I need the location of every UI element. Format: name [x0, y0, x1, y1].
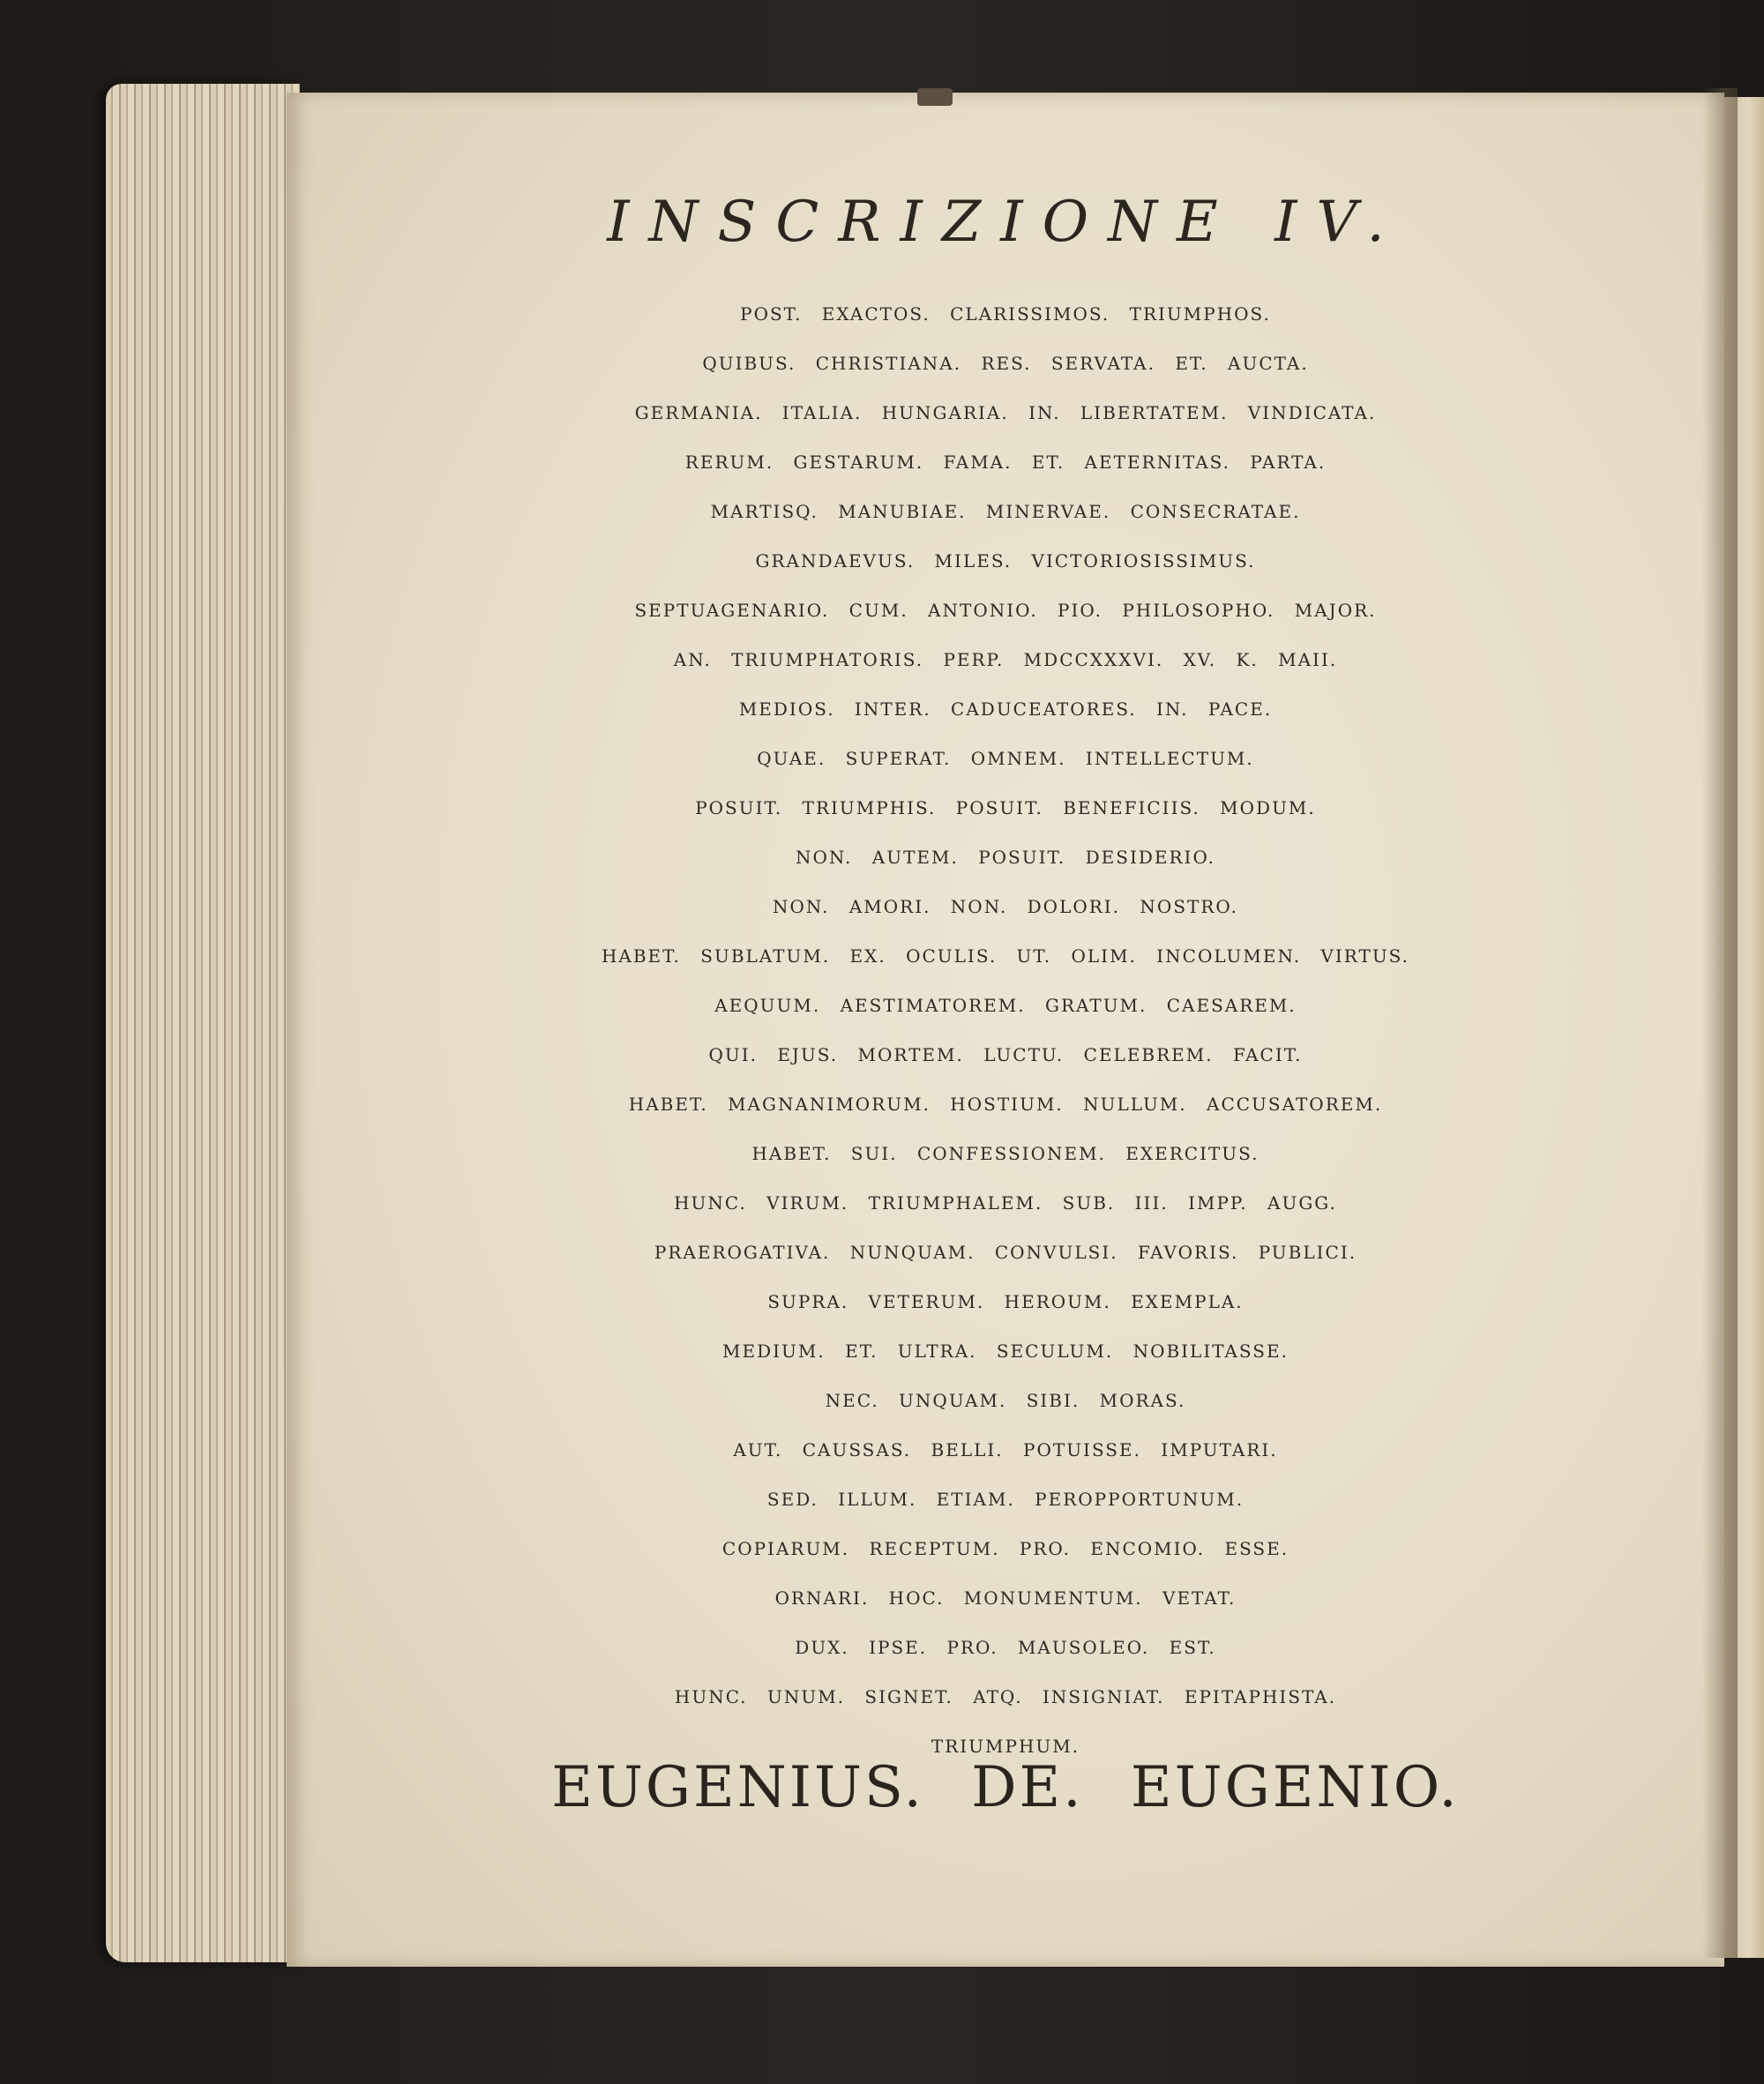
inscription-line: QUIBUS. CHRISTIANA. RES. SERVATA. ET. AUCTA. [702, 353, 1309, 374]
inscription-line: SUPRA. VETERUM. HEROUM. EXEMPLA. [767, 1291, 1244, 1312]
inscription-line: COPIARUM. RECEPTUM. PRO. ENCOMIO. ESSE. [721, 1538, 1289, 1559]
inscription-line: HUNC. VIRUM. TRIUMPHALEM. SUB. III. IMPP. AUGG. [674, 1192, 1337, 1214]
inscription-line: PRAEROGATIVA. NUNQUAM. CONVULSI. FAVORIS. PUBLICI. [654, 1242, 1357, 1263]
inscription-line: HABET. SUBLATUM. EX. OCULIS. UT. OLIM. INCOLUMEN. VIRTUS. [601, 945, 1410, 967]
header-mark [917, 88, 953, 106]
inscription-line: AUT. CAUSSAS. BELLI. POTUISSE. IMPUTARI. [733, 1439, 1278, 1460]
inscription-line: MARTISQ. MANUBIAE. MINERVAE. CONSECRATAE. [710, 501, 1301, 522]
inscription-line: QUI. EJUS. MORTEM. LUCTU. CELEBREM. FACIT. [708, 1044, 1303, 1065]
inscription-line: NEC. UNQUAM. SIBI. MORAS. [825, 1390, 1186, 1411]
inscription-line: MEDIOS. INTER. CADUCEATORES. IN. PACE. [738, 698, 1273, 720]
inscription-line: RERUM. GESTARUM. FAMA. ET. AETERNITAS. PARTA. [684, 452, 1327, 473]
signature: EUGENIUS. DE. EUGENIO. [551, 1755, 1460, 1820]
inscription-line: HABET. MAGNANIMORUM. HOSTIUM. NULLUM. ACCUSATOREM. [628, 1094, 1383, 1115]
inscription-line: GRANDAEVUS. MILES. VICTORIOSISSIMUS. [755, 550, 1256, 571]
inscription-line: HUNC. UNUM. SIGNET. ATQ. INSIGNIAT. EPITAPHISTA. [674, 1686, 1337, 1707]
inscription-line: AN. TRIUMPHATORIS. PERP. MDCCXXXVI. XV. K. MAII. [673, 649, 1338, 670]
page-title: INSCRIZIONE IV. [607, 190, 1404, 255]
page-edges [106, 84, 300, 1962]
inscription-line: SEPTUAGENARIO. CUM. ANTONIO. PIO. PHILOSOPHO. MAJOR. [634, 600, 1377, 621]
inscription-line: NON. AMORI. NON. DOLORI. NOSTRO. [772, 896, 1239, 917]
inscription-line: DUX. IPSE. PRO. MAUSOLEO. EST. [795, 1637, 1216, 1658]
inscription-line: AEQUUM. AESTIMATOREM. GRATUM. CAESAREM. [714, 995, 1297, 1016]
inscription-line: TRIUMPHUM. [931, 1736, 1080, 1757]
inscription-line: POST. EXACTOS. CLARISSIMOS. TRIUMPHOS. [740, 303, 1271, 325]
inscription-line: HABET. SUI. CONFESSIONEM. EXERCITUS. [751, 1143, 1259, 1164]
inscription-line: MEDIUM. ET. ULTRA. SECULUM. NOBILITASSE. [722, 1341, 1289, 1362]
inscription-line: QUAE. SUPERAT. OMNEM. INTELLECTUM. [757, 748, 1254, 769]
inscription-lines [287, 289, 1724, 1771]
inscription-line: POSUIT. TRIUMPHIS. POSUIT. BENEFICIIS. MODUM. [695, 797, 1316, 818]
inscription-line: NON. AUTEM. POSUIT. DESIDERIO. [795, 847, 1216, 868]
inscription-line: GERMANIA. ITALIA. HUNGARIA. IN. LIBERTATEM. VINDICATA. [634, 402, 1377, 423]
inscription-line: SED. ILLUM. ETIAM. PEROPPORTUNUM. [766, 1489, 1245, 1510]
inscription-line: ORNARI. HOC. MONUMENTUM. VETAT. [774, 1587, 1237, 1609]
